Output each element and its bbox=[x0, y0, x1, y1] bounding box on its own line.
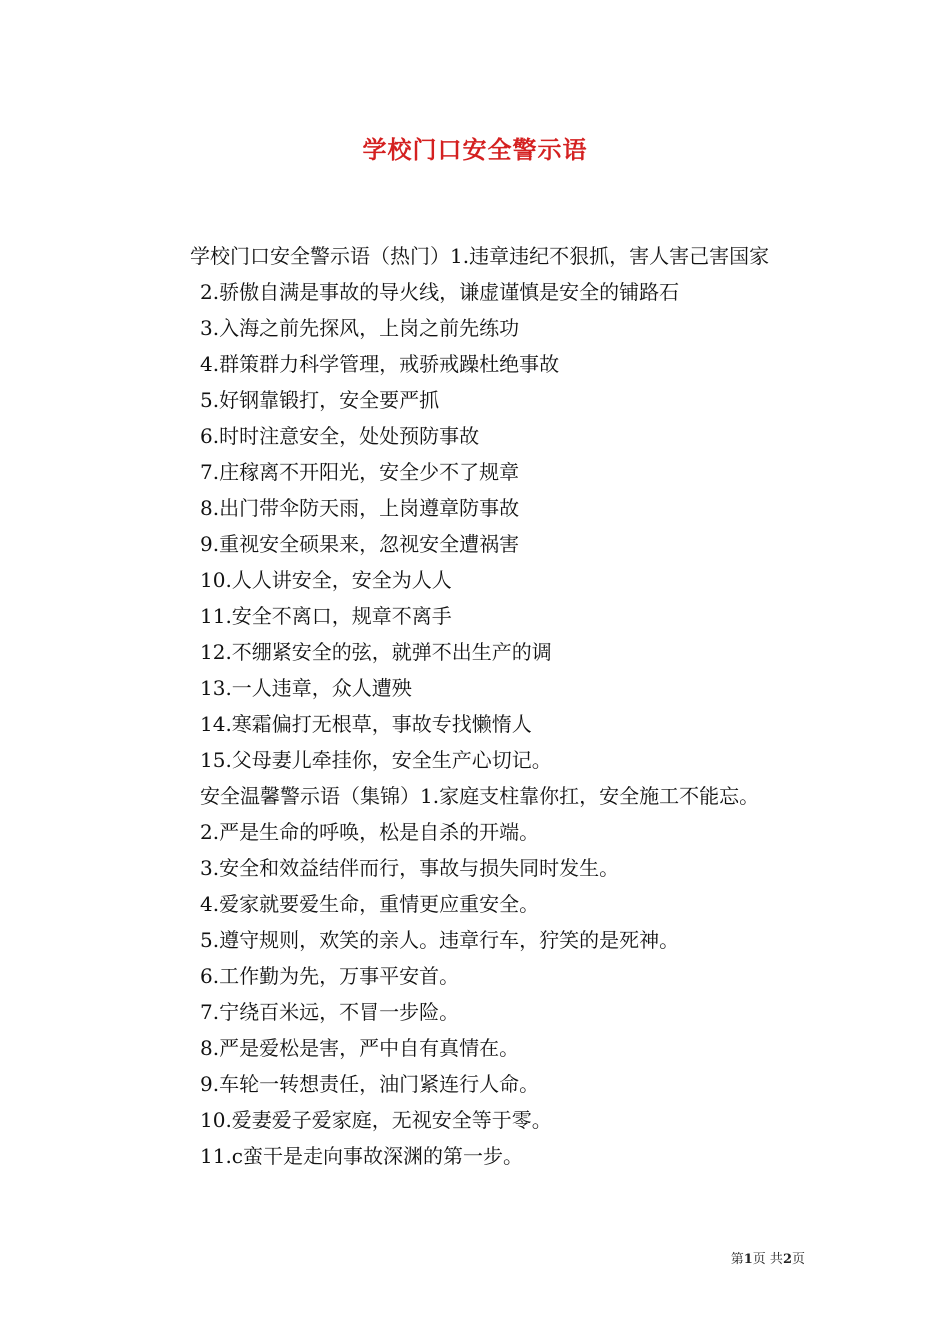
slogan-line: 4.群策群力科学管理，戒骄戒躁杜绝事故 bbox=[200, 352, 560, 376]
document-body bbox=[145, 238, 815, 1174]
slogan-line: 10.爱妻爱子爱家庭，无视安全等于零。 bbox=[200, 1108, 552, 1132]
slogan-line: 12.不绷紧安全的弦，就弹不出生产的调 bbox=[200, 640, 552, 664]
current-page-number: 1 bbox=[743, 1252, 753, 1267]
slogan-line: 4.爱家就要爱生命，重情更应重安全。 bbox=[200, 892, 540, 916]
slogan-line: 7.宁绕百米远，不冒一步险。 bbox=[200, 1000, 460, 1024]
slogan-line: 15.父母妻儿牵挂你，安全生产心切记。 bbox=[200, 748, 552, 772]
slogan-line: 2.严是生命的呼唤，松是自杀的开端。 bbox=[200, 820, 540, 844]
slogan-line: 8.出门带伞防天雨，上岗遵章防事故 bbox=[200, 496, 520, 520]
slogan-line: 5.遵守规则，欢笑的亲人。违章行车，狞笑的是死神。 bbox=[200, 928, 680, 952]
slogan-line: 5.好钢靠锻打，安全要严抓 bbox=[200, 388, 440, 412]
slogan-line: 3.入海之前先探风，上岗之前先练功 bbox=[200, 316, 520, 340]
slogan-line: 9.车轮一转想责任，油门紧连行人命。 bbox=[200, 1072, 540, 1096]
footer-middle: 页 共 bbox=[752, 1252, 783, 1267]
slogan-line: 6.时时注意安全，处处预防事故 bbox=[200, 424, 480, 448]
intro-paragraph: 学校门口安全警示语（热门）1.违章违纪不狠抓，害人害己害国家 bbox=[190, 244, 770, 268]
slogan-line: 9.重视安全硕果来，忽视安全遭祸害 bbox=[200, 532, 520, 556]
slogan-line: 7.庄稼离不开阳光，安全少不了规章 bbox=[200, 460, 520, 484]
slogan-line: 14.寒霜偏打无根草，事故专找懒惰人 bbox=[200, 712, 532, 736]
slogan-line: 11.安全不离口，规章不离手 bbox=[200, 604, 452, 628]
slogan-line: 11.c蛮干是走向事故深渊的第一步。 bbox=[200, 1144, 524, 1168]
slogan-line: 13.一人违章，众人遭殃 bbox=[200, 676, 412, 700]
slogan-list bbox=[145, 274, 815, 1174]
slogan-line: 安全温馨警示语（集锦）1.家庭支柱靠你扛，安全施工不能忘。 bbox=[200, 784, 760, 808]
document-title: 学校门口安全警示语 bbox=[362, 135, 588, 164]
footer-prefix: 第 bbox=[730, 1252, 744, 1267]
slogan-line: 8.严是爱松是害，严中自有真情在。 bbox=[200, 1036, 520, 1060]
slogan-line: 2.骄傲自满是事故的导火线，谦虚谨慎是安全的铺路石 bbox=[200, 280, 680, 304]
footer-suffix: 页 bbox=[791, 1252, 805, 1267]
slogan-line: 6.工作勤为先，万事平安首。 bbox=[200, 964, 460, 988]
slogan-line: 10.人人讲安全，安全为人人 bbox=[200, 568, 452, 592]
slogan-line: 3.安全和效益结伴而行，事故与损失同时发生。 bbox=[200, 856, 620, 880]
page-footer bbox=[731, 1248, 805, 1267]
total-page-number: 2 bbox=[782, 1252, 792, 1267]
